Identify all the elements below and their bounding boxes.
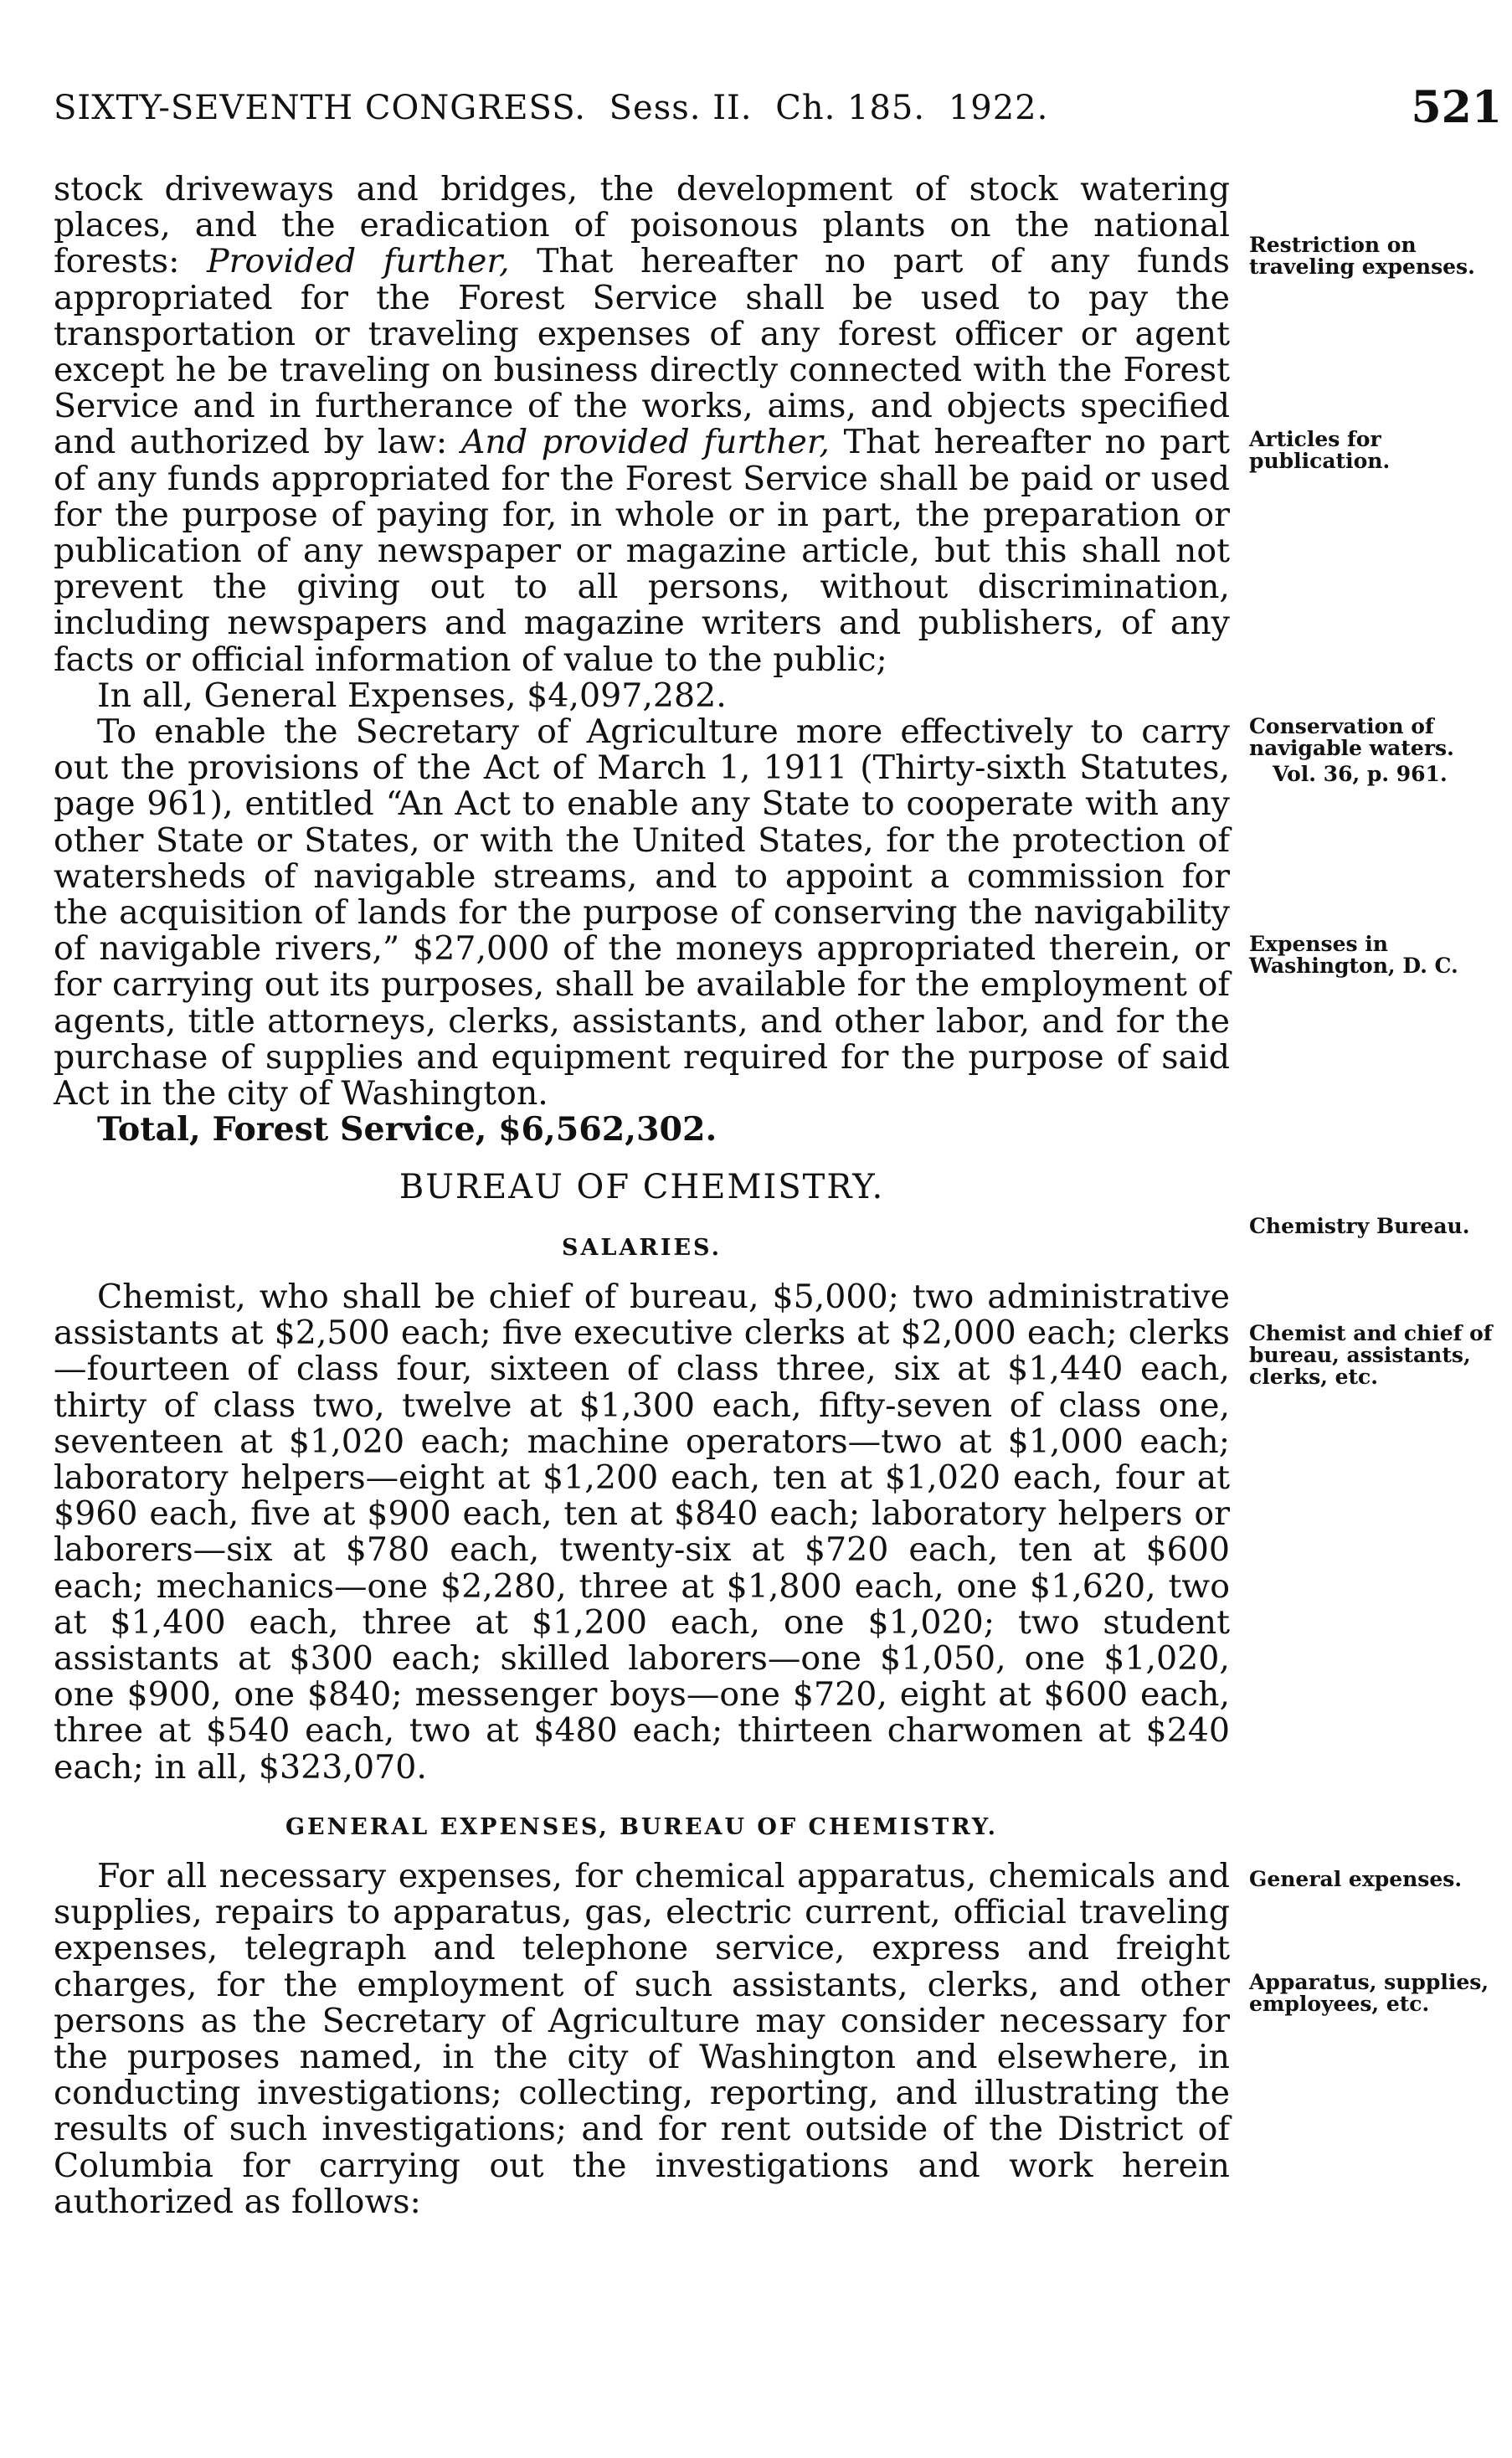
paragraph-chemistry-general-expenses: For all necessary expenses, for chemical apparatus, chemicals and supplies, repairs to apparatus, gas, electric current, official traveling expenses, telegraph and telephone service, express and freight charges, for the employment of such assistants, clerks, and other persons as the Secretary of Agriculture may consider necessary for the purposes named, in the city of Washington and elsewhere, in conducting investigations; collecting, reporting, and illustrating the results of such investigations; and for rent outside of the District of Columbia for carrying out the investigations and work herein authorized as follows: — [54, 1856, 1230, 2221]
year-label: 1922. — [948, 89, 1049, 127]
text-run: That hereafter no part of any funds appropriated for the Forest Service shall be used to pay the transportation or traveling expenses of any forest officer or agent except he be traveling on business directly connected with the Forest Service and in furtherance of the works, aims, and objects specified and authorized by law: — [54, 242, 1231, 462]
page-number: 521 — [1411, 82, 1502, 133]
paragraph-navigable-waters: To enable the Secretary of Agriculture more effectively to carry out the provisions of the Act of March 1, 1911 (Thirty-sixth Statutes, page 961), entitled “An Act to enable any State to cooperate with any other State or States, or with the United States, for the protection of watersheds of navigable streams, and to appoint a commission for the acquisition of lands for the purpose of conserving the navigability of navigable rivers,” $27,000 of the moneys appropriated therein, or for carrying out its purposes, shall be available for the employment of agents, title attorneys, clerks, assistants, and other labor, and for the purchase of supplies and equipment required for the purpose of said Act in the city of Washington. — [54, 712, 1230, 1113]
margin-note-chemistry-bureau: Chemistry Bureau. — [1249, 1214, 1470, 1238]
margin-note-conservation: Conservation of navigable waters. — [1249, 714, 1454, 760]
chapter-label: Ch. 185. — [775, 89, 926, 127]
margin-note-volume-ref: Vol. 36, p. 961. — [1273, 762, 1448, 786]
paragraph-forest-service-total: Total, Forest Service, $6,562,302. — [97, 1110, 717, 1149]
section-title-bureau-of-chemistry: BUREAU OF CHEMISTRY. — [399, 1168, 885, 1207]
text-run: That hereafter no part of any funds appropriated for the Forest Service shall be paid or used for the purpose of paying for, in whole or in part, the preparation or publication of any newspaper or magazine article, but this shall not prevent the giving out to all persons, without discrimination, including newspapers and magazine writers and publishers, of any facts or official information of value to the public; — [54, 423, 1230, 679]
running-head — [54, 89, 1060, 127]
margin-note-apparatus: Apparatus, supplies, employees, etc. — [1249, 1970, 1489, 2016]
margin-note-articles: Articles for publication. — [1249, 427, 1391, 473]
proviso-italic: Provided further, — [207, 242, 510, 281]
paragraph-general-expenses-total: In all, General Expenses, $4,097,282. — [97, 676, 727, 715]
paragraph-salaries: Chemist, who shall be chief of bureau, $5,000; two administrative assistants at $2,500 each; five executive clerks at $2,000 each; clerks—fourteen of class four, sixteen of class three, six at $1,440 each, thirty of class two, twelve at $1,300 each, fifty-seven of class one, seventeen at $1,020 each; machine operators—two at $1,000 each; laboratory helpers—eight at $1,200 each, ten at $1,020 each, four at $960 each, five at $900 each, ten at $840 each; laboratory helpers or laborers—six at $780 each, twenty-six at $720 each, ten at $600 each; mechanics—one $2,280, three at $1,800 each, one $1,620, two at $1,400 each, three at $1,200 each, one $1,020; two student assistants at $300 each; skilled laborers—one $1,050, one $1,020, one $900, one $840; messenger boys—one $720, eight at $600 each, three at $540 each, two at $480 each; thirteen charwomen at $240 each; in all, $323,070. — [54, 1277, 1230, 1787]
margin-note-restriction: Restriction on traveling expenses. — [1249, 233, 1475, 279]
page-header — [54, 82, 1502, 132]
congress-label: SIXTY-SEVENTH CONGRESS. — [54, 89, 586, 127]
subsection-title-general-expenses: GENERAL EXPENSES, BUREAU OF CHEMISTRY. — [285, 1813, 999, 1840]
margin-note-general-expenses: General expenses. — [1249, 1867, 1463, 1891]
text-run: stock driveways and bridges, the development of stock watering places, and the eradication of poisonous plants on the national forests: — [54, 170, 1230, 281]
margin-note-expenses-washington: Expenses in Washington, D. C. — [1249, 932, 1458, 978]
session-label: Sess. II. — [609, 89, 753, 127]
subsection-title-salaries: SALARIES. — [562, 1234, 722, 1261]
paragraph-forest-restrictions — [54, 172, 1230, 678]
margin-note-chemist-chief: Chemist and chief of bureau, assistants, clerks, etc. — [1249, 1321, 1493, 1389]
body-text — [54, 172, 1230, 2220]
proviso-italic: And provided further, — [460, 423, 830, 462]
